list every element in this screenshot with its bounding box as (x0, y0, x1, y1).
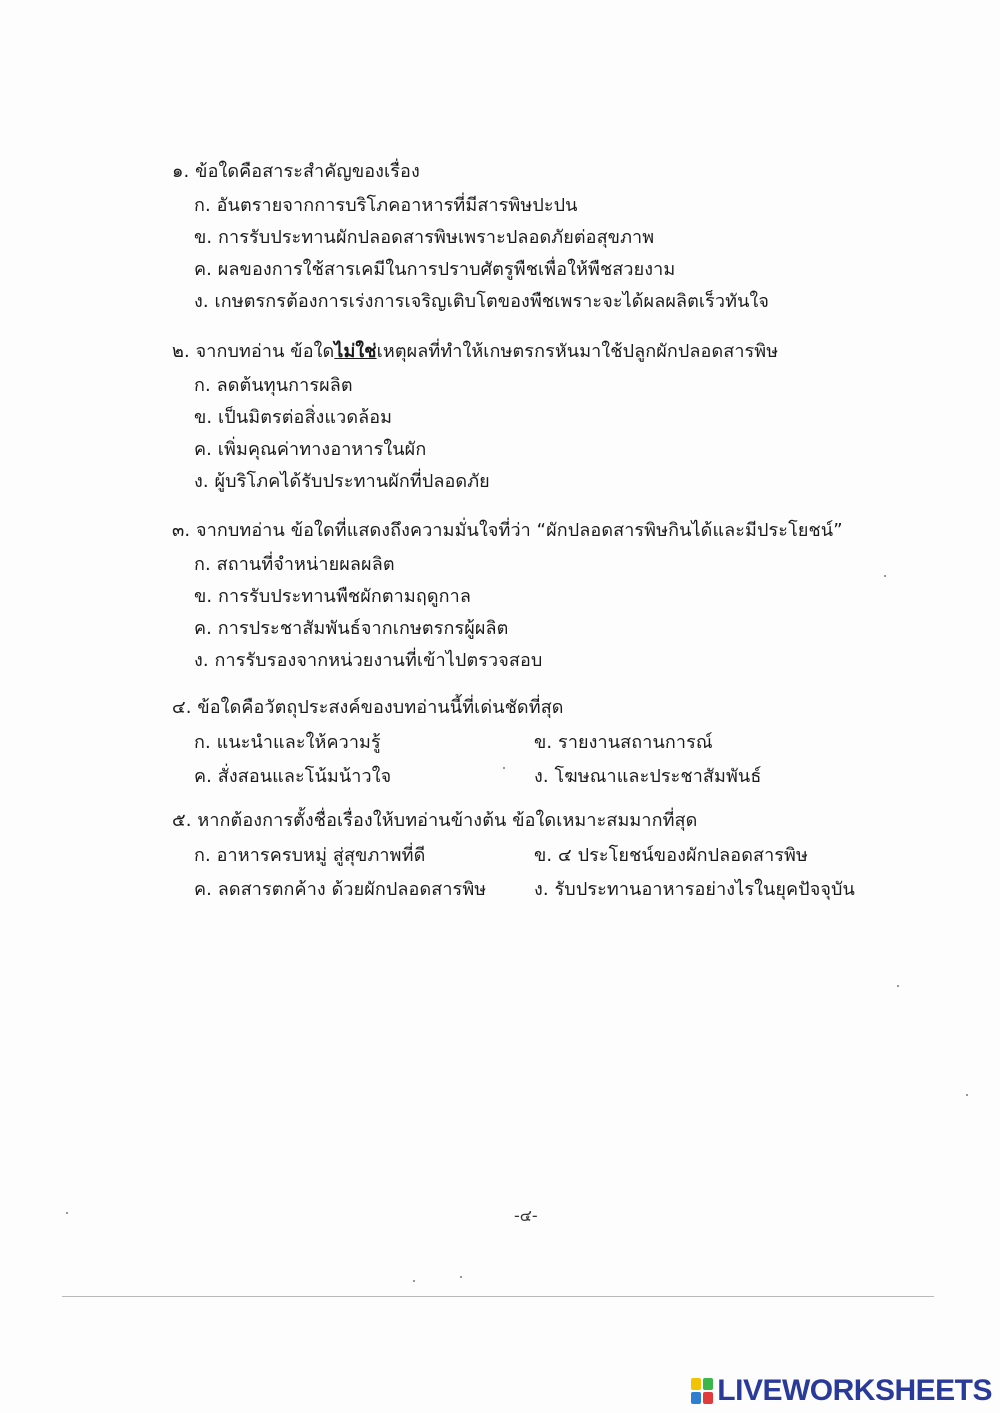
question-3 (172, 513, 843, 677)
logo-tile (691, 1378, 701, 1390)
choice-option[interactable]: ค. ลดสารตกค้าง ด้วยผักปลอดสารพิษ (194, 879, 487, 900)
question-stem (172, 334, 778, 370)
question-1 (172, 154, 769, 318)
page-number: -๔- (514, 1206, 538, 1225)
choice-option[interactable]: ค. เพิ่มคุณค่าทางอาหารในผัก (194, 439, 427, 460)
logo-tile (691, 1392, 701, 1404)
liveworksheets-footer[interactable] (691, 1373, 992, 1409)
choice-option[interactable]: ค. สั่งสอนและโน้มน้าวใจ (194, 766, 392, 787)
choice-option[interactable]: ข. เป็นมิตรต่อสิ่งแวดล้อม (194, 407, 393, 428)
question-5 (172, 803, 855, 907)
choice-option[interactable]: ก. อาหารครบหมู่ สู่สุขภาพที่ดี (194, 845, 426, 866)
choice-option[interactable]: ง. รับประทานอาหารอย่างไรในยุคปัจจุบัน (534, 879, 855, 900)
question-stem: ๕. หากต้องการตั้งชื่อเรื่องให้บทอ่านข้างต้น ข้อใดเหมาะสมมากที่สุด (172, 810, 698, 831)
choice-grid (172, 839, 855, 907)
scan-speck (413, 1280, 415, 1282)
logo-tile (703, 1392, 713, 1404)
choice-option[interactable]: ง. การรับรองจากหน่วยงานที่เข้าไปตรวจสอบ (194, 650, 543, 671)
scan-speck (966, 1094, 968, 1096)
choice-option[interactable]: ข. การรับประทานผักปลอดสารพิษเพราะปลอดภัยต่อสุขภาพ (194, 227, 655, 248)
choice-option[interactable]: ง. ผู้บริโภคได้รับประทานผักที่ปลอดภัย (194, 471, 490, 492)
logo-tile (703, 1378, 713, 1390)
choice-option[interactable]: ก. ลดต้นทุนการผลิต (194, 375, 353, 396)
question-stem-emphasis: ไม่ใช่ (334, 341, 377, 362)
choice-option[interactable]: ค. ผลของการใช้สารเคมีในการปราบศัตรูพืชเพื่อให้พืชสวยงาม (194, 259, 676, 280)
scan-speck (460, 1276, 462, 1278)
liveworksheets-logo-icon (691, 1378, 713, 1404)
choice-option[interactable]: ก. แนะนำและให้ความรู้ (194, 732, 381, 753)
choice-grid (172, 726, 762, 794)
choice-option[interactable]: ง. โฆษณาและประชาสัมพันธ์ (534, 766, 762, 787)
question-4 (172, 690, 762, 794)
choice-option[interactable]: ก. อันตรายจากการบริโภคอาหารที่มีสารพิษปะปน (194, 195, 578, 216)
question-stem-tail: เหตุผลที่ทำให้เกษตรกรหันมาใช้ปลูกผักปลอดสารพิษ (376, 341, 779, 362)
question-stem: ๔. ข้อใดคือวัตถุประสงค์ของบทอ่านนี้ที่เด่นชัดที่สุด (172, 697, 564, 718)
question-stem: ๑. ข้อใดคือสาระสำคัญของเรื่อง (172, 161, 420, 182)
choice-option[interactable]: ข. รายงานสถานการณ์ (534, 732, 713, 753)
question-2 (172, 334, 778, 498)
question-stem-lead: ๒. จากบทอ่าน ข้อใด (172, 341, 335, 362)
choice-option[interactable]: ค. การประชาสัมพันธ์จากเกษตรกรผู้ผลิต (194, 618, 509, 639)
scan-speck (66, 1212, 68, 1214)
scan-speck (884, 575, 886, 577)
choice-option[interactable]: ข. ๔ ประโยชน์ของผักปลอดสารพิษ (534, 845, 808, 866)
choice-option[interactable]: ง. เกษตรกรต้องการเร่งการเจริญเติบโตของพืชเพราะจะได้ผลผลิตเร็วทันใจ (194, 291, 770, 312)
choice-option[interactable]: ข. การรับประทานพืชผักตามฤดูกาล (194, 586, 471, 607)
scan-speck (503, 767, 505, 769)
scan-speck (897, 985, 899, 987)
question-stem: ๓. จากบทอ่าน ข้อใดที่แสดงถึงความมั่นใจที่ว่า “ผักปลอดสารพิษกินได้และมีประโยชน์” (172, 520, 843, 541)
page-divider (62, 1296, 934, 1297)
liveworksheets-brand-text: LIVEWORKSHEETS (717, 1374, 992, 1407)
choice-option[interactable]: ก. สถานที่จำหน่ายผลผลิต (194, 554, 395, 575)
